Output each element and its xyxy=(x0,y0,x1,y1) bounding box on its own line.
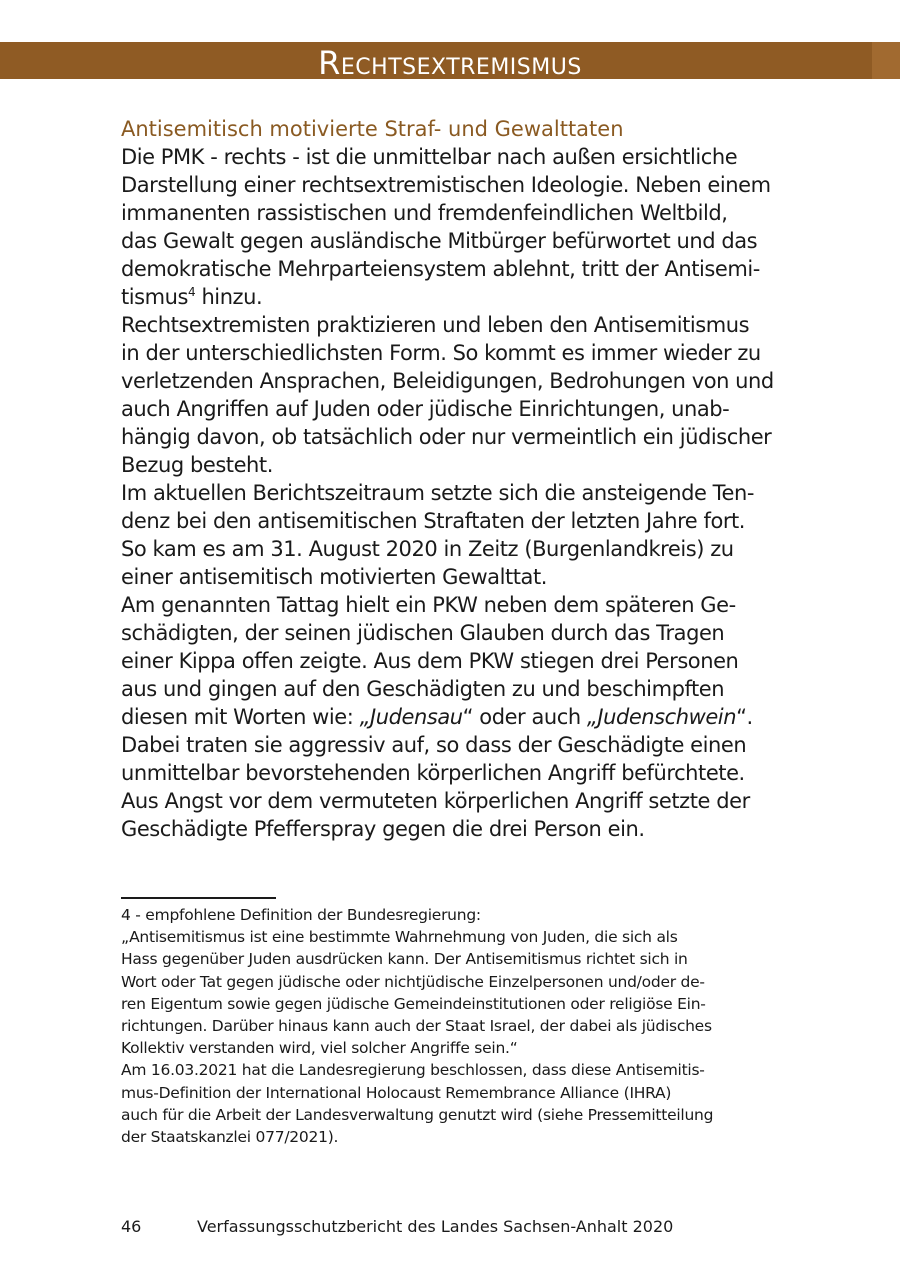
page-title: Rechtsextremismus xyxy=(318,44,582,82)
text-line: einer antisemitisch motivierten Gewalttat. xyxy=(121,565,547,589)
paragraph-4 xyxy=(121,591,781,843)
main-content xyxy=(121,115,781,843)
text-line: hinzu. xyxy=(195,285,263,309)
text-line: das Gewalt gegen ausländische Mitbürger befürwortet und das xyxy=(121,229,758,253)
text-line: Im aktuellen Berichtszeitraum setzte sich die ansteigende Ten- xyxy=(121,481,754,505)
footnote-line: richtungen. Darüber hinaus kann auch der Staat Israel, der dabei als jüdisches xyxy=(121,1017,712,1036)
text-line: schädigten, der seinen jüdischen Glauben durch das Tragen xyxy=(121,621,725,645)
text-line: hängig davon, ob tatsächlich oder nur vermeintlich ein jüdischer xyxy=(121,425,772,449)
text-line: diesen mit Worten wie: xyxy=(121,705,360,729)
footnote-line: mus-Definition der International Holocaust Remembrance Alliance (IHRA) xyxy=(121,1083,672,1102)
paragraph-2 xyxy=(121,311,781,479)
text-line: Aus Angst vor dem vermuteten körperlichen Angriff setzte der xyxy=(121,789,750,813)
paragraph-3 xyxy=(121,479,781,591)
paragraph-1 xyxy=(121,143,781,311)
footnote xyxy=(121,904,781,1148)
footnote-line: auch für die Arbeit der Landesverwaltung genutzt wird (siehe Pressemitteilung xyxy=(121,1105,714,1124)
text-line: “ oder auch xyxy=(462,705,587,729)
footnote-line: Wort oder Tat gegen jüdische oder nichtjüdische Einzelpersonen und/oder de- xyxy=(121,972,705,991)
text-line: Dabei traten sie aggressiv auf, so dass der Geschädigte einen xyxy=(121,733,747,757)
text-line: immanenten rassistischen und fremdenfeindlichen Weltbild, xyxy=(121,201,728,225)
text-line: Rechtsextremisten praktizieren und leben den Antisemitismus xyxy=(121,313,750,337)
text-line: auch Angriffen auf Juden oder jüdische Einrichtungen, unab- xyxy=(121,397,730,421)
text-line: aus und gingen auf den Geschädigten zu und beschimpften xyxy=(121,677,725,701)
quote-judensau: „Judensau xyxy=(359,705,463,729)
quote-judenschwein: „Judenschwein xyxy=(586,705,737,729)
footnote-ref[interactable]: 4 xyxy=(188,285,196,299)
text-line: Bezug besteht. xyxy=(121,453,273,477)
footer-title: Verfassungsschutzbericht des Landes Sachsen-Anhalt 2020 xyxy=(197,1217,674,1236)
text-line: denz bei den antisemitischen Straftaten der letzten Jahre fort. xyxy=(121,509,746,533)
footnote-line: ren Eigentum sowie gegen jüdische Gemeindeinstitutionen oder religiöse Ein- xyxy=(121,994,706,1013)
text-line: in der unterschiedlichsten Form. So kommt es immer wieder zu xyxy=(121,341,761,365)
section-heading: Antisemitisch motivierte Straf- und Gewalttaten xyxy=(121,117,624,141)
text-line: tismus xyxy=(121,285,189,309)
page-number: 46 xyxy=(121,1217,142,1236)
text-line: Die PMK - rechts - ist die unmittelbar nach außen ersichtliche xyxy=(121,145,738,169)
footnote-line: Kollektiv verstanden wird, viel solcher Angriffe sein.“ xyxy=(121,1039,518,1058)
footnote-line: Hass gegenüber Juden ausdrücken kann. Der Antisemitismus richtet sich in xyxy=(121,950,688,969)
text-line: “. xyxy=(736,705,753,729)
text-line: unmittelbar bevorstehenden körperlichen Angriff befürchtete. xyxy=(121,761,745,785)
text-line: demokratische Mehrparteiensystem ablehnt, tritt der Antisemi- xyxy=(121,257,760,281)
footnote-line: 4 - empfohlene Definition der Bundesregierung: xyxy=(121,906,481,924)
footnote-line: „Antisemitismus ist eine bestimmte Wahrnehmung von Juden, die sich als xyxy=(121,928,678,947)
footnote-line: Am 16.03.2021 hat die Landesregierung beschlossen, dass diese Antisemitis- xyxy=(121,1061,705,1080)
text-line: einer Kippa offen zeigte. Aus dem PKW stiegen drei Personen xyxy=(121,649,739,673)
text-line: Darstellung einer rechtsextremistischen Ideologie. Neben einem xyxy=(121,173,771,197)
text-line: Geschädigte Pfefferspray gegen die drei Person ein. xyxy=(121,817,645,841)
footnote-divider xyxy=(121,897,276,899)
text-line: verletzenden Ansprachen, Beleidigungen, Bedrohungen von und xyxy=(121,369,774,393)
text-line: So kam es am 31. August 2020 in Zeitz (Burgenlandkreis) zu xyxy=(121,537,734,561)
footnote-line: der Staatskanzlei 077/2021). xyxy=(121,1128,339,1147)
text-line: Am genannten Tattag hielt ein PKW neben dem späteren Ge- xyxy=(121,593,736,617)
